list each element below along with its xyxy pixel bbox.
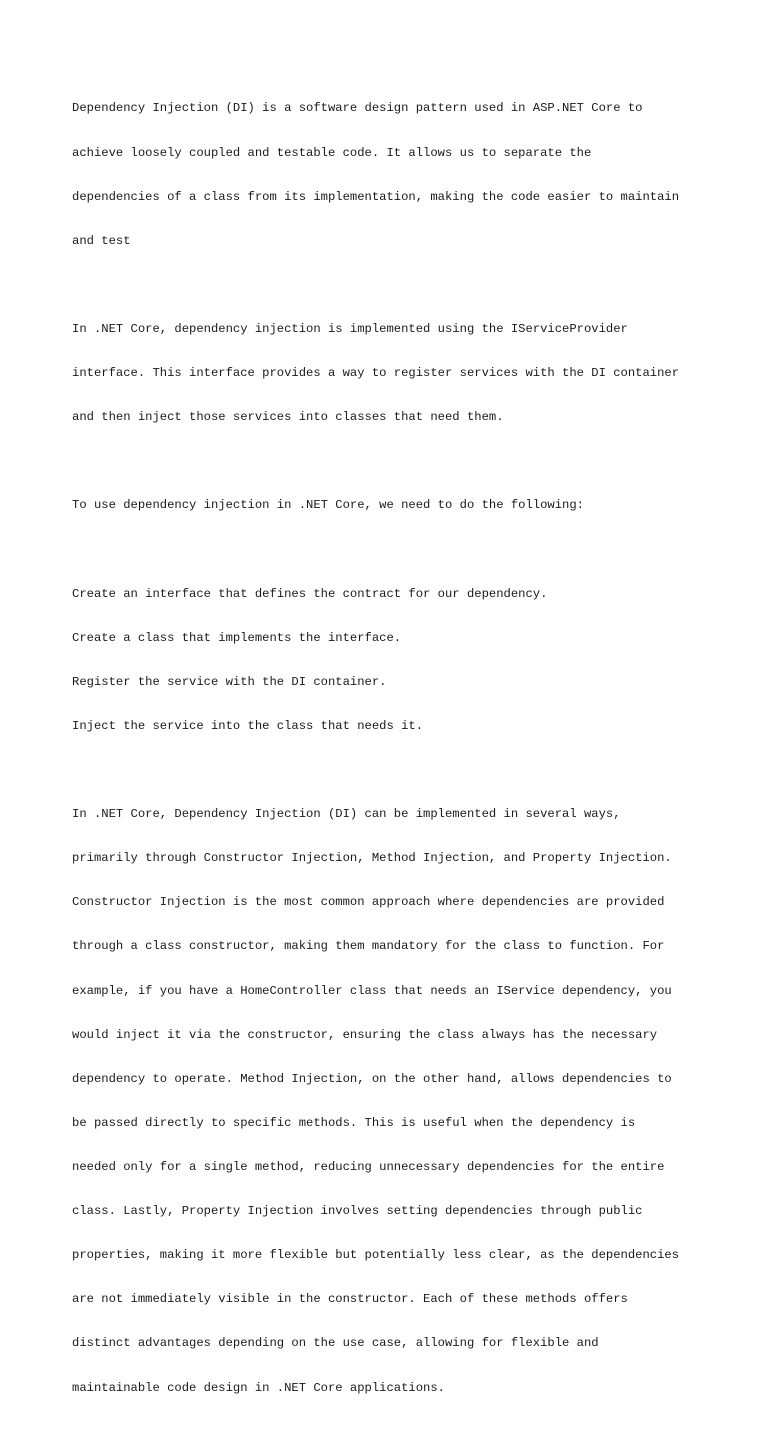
document-body	[72, 72, 712, 1439]
paragraph-iserviceprovider	[72, 293, 712, 455]
text-line: properties, making it more flexible but potentially less clear, as the dependencies	[72, 1248, 680, 1263]
text-line: dependency to operate. Method Injection, on the other hand, allows dependencies to	[72, 1071, 672, 1086]
paragraph-intro	[72, 72, 712, 278]
text-line: achieve loosely coupled and testable code. It allows us to separate the	[72, 145, 592, 160]
text-line: In .NET Core, dependency injection is implemented using the IServiceProvider	[72, 321, 628, 336]
text-line: would inject it via the constructor, ensuring the class always has the necessary	[72, 1027, 658, 1042]
text-line: maintainable code design in .NET Core applications.	[72, 1380, 445, 1395]
text-line: and then inject those services into classes that need them.	[72, 410, 504, 425]
paragraph-steps-list	[72, 557, 712, 763]
step-item: Register the service with the DI container.	[72, 674, 387, 689]
text-line: and test	[72, 233, 131, 248]
step-item: Create an interface that defines the contract for our dependency.	[72, 586, 548, 601]
text-line: example, if you have a HomeController class that needs an IService dependency, you	[72, 983, 672, 998]
text-line: distinct advantages depending on the use case, allowing for flexible and	[72, 1336, 599, 1351]
text-line: Constructor Injection is the most common approach where dependencies are provided	[72, 895, 665, 910]
paragraph-injection-types	[72, 778, 712, 1425]
text-line: Dependency Injection (DI) is a software design pattern used in ASP.NET Core to	[72, 101, 643, 116]
text-line: In .NET Core, Dependency Injection (DI) can be implemented in several ways,	[72, 807, 621, 822]
text-line: are not immediately visible in the constructor. Each of these methods offers	[72, 1292, 628, 1307]
step-item: Inject the service into the class that needs it.	[72, 718, 424, 733]
text-line: dependencies of a class from its implementation, making the code easier to maintain	[72, 189, 680, 204]
text-line: class. Lastly, Property Injection involves setting dependencies through public	[72, 1204, 643, 1219]
text-line: be passed directly to specific methods. This is useful when the dependency is	[72, 1115, 636, 1130]
text-line: interface. This interface provides a way to register services with the DI container	[72, 366, 680, 381]
paragraph-steps-intro	[72, 469, 712, 543]
text-line: through a class constructor, making them mandatory for the class to function. For	[72, 939, 665, 954]
text-line: To use dependency injection in .NET Core, we need to do the following:	[72, 498, 584, 513]
step-item: Create a class that implements the interface.	[72, 630, 402, 645]
text-line: primarily through Constructor Injection, Method Injection, and Property Injection.	[72, 851, 672, 866]
text-line: needed only for a single method, reducing unnecessary dependencies for the entire	[72, 1159, 665, 1174]
